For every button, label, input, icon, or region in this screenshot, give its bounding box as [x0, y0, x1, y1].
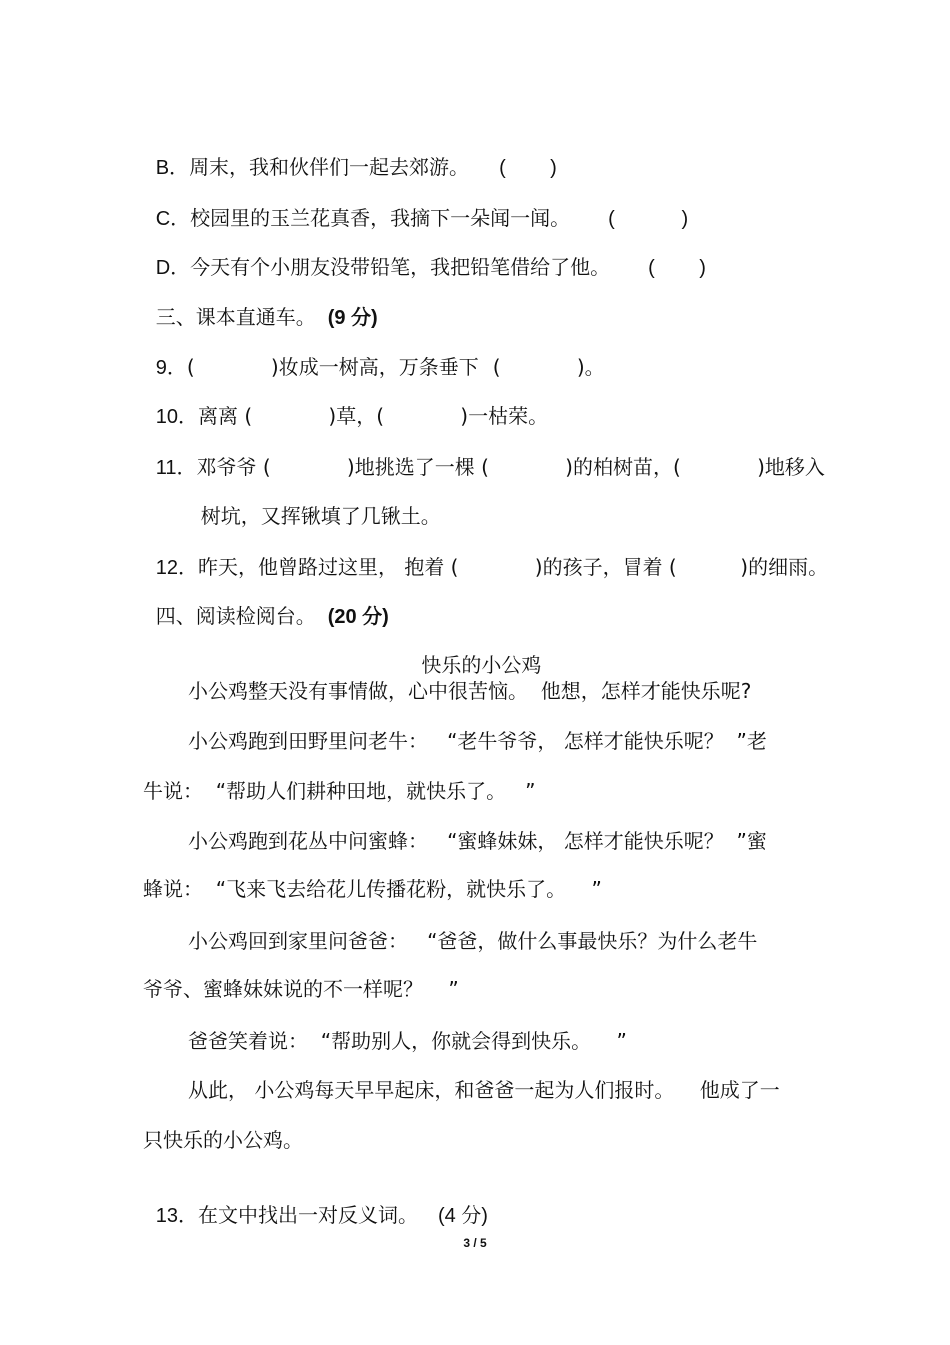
question-13-number: 13．	[155, 1205, 198, 1227]
question-9-number: 9．	[155, 357, 187, 379]
passage-p4-line2: 爷爷、蜜蜂妹妹说的不一样呢？ ”	[143, 977, 459, 1001]
passage-p6-line2: 只快乐的小公鸡。	[143, 1128, 303, 1152]
section-4-score: (20 分)	[327, 606, 389, 628]
passage-p2-line2: 牛说： “帮助人们耕种田地，就快乐了。 ”	[143, 779, 536, 803]
option-b-blank: ( )	[499, 157, 557, 179]
question-10	[143, 380, 548, 429]
option-c-blank: ( )	[608, 208, 689, 230]
question-9	[143, 331, 605, 380]
passage-p3-line1: 小公鸡跑到花丛中问蜜蜂： “蜜蜂妹妹， 怎样才能快乐呢？ ”蜜	[188, 829, 767, 853]
option-b-label: B．	[155, 157, 190, 179]
passage-p1: 小公鸡整天没有事情做，心中很苦恼。 他想，怎样才能快乐呢?	[188, 679, 752, 703]
question-12-text: 昨天，他曾路过这里， 抱着 ( )的孩子，冒着 ( )的细雨。	[197, 555, 829, 579]
option-c-label: C．	[155, 208, 191, 230]
passage-paragraph-4-cont	[143, 977, 459, 1001]
section-4-heading	[143, 580, 389, 629]
passage-title	[0, 629, 950, 677]
passage-p2-line1: 小公鸡跑到田野里问老牛： “老牛爷爷， 怎样才能快乐呢？ ”老	[188, 729, 767, 753]
question-10-number: 10．	[155, 406, 198, 428]
question-11-number: 11．	[155, 457, 197, 479]
passage-p5: 爸爸笑着说： “帮助别人，你就会得到快乐。 ”	[188, 1029, 627, 1053]
section-3-heading	[143, 281, 378, 330]
question-13-text: 在文中找出一对反义词。	[197, 1203, 418, 1227]
option-b-text: 周末，我和伙伴们一起去郊游。	[189, 155, 470, 179]
passage-paragraph-1	[188, 679, 751, 703]
question-12	[143, 531, 828, 580]
passage-p4-line1: 小公鸡回到家里问爸爸： “爸爸，做什么事最快乐？为什么老牛	[188, 929, 758, 953]
question-11-continued	[188, 480, 441, 528]
question-10-text: 离离 ( )草，( )一枯荣。	[197, 404, 549, 428]
question-11-line1: 邓爷爷 ( )地挑选了一棵 ( )的柏树苗，( )地移入	[196, 455, 825, 479]
option-d	[143, 231, 706, 280]
passage-p3-line2: 蜂说： “飞来飞去给花儿传播花粉，就快乐了。 ”	[143, 877, 602, 901]
passage-paragraph-2-cont	[143, 779, 536, 803]
question-9-part2: ( )。	[492, 355, 605, 379]
passage-paragraph-3	[188, 829, 767, 853]
passage-paragraph-4	[188, 929, 757, 953]
question-13-score: (4 分)	[437, 1205, 488, 1227]
option-b	[143, 131, 557, 180]
question-9-part1: ( )妆成一树高，万条垂下	[186, 355, 479, 379]
passage-paragraph-3-cont	[143, 877, 602, 901]
passage-paragraph-2	[188, 729, 767, 753]
section-3-title: 三、课本直通车。	[155, 305, 316, 329]
question-11-line2: 树坑，又挥锹填了几锹土。	[200, 504, 441, 528]
option-d-label: D．	[155, 257, 191, 279]
page-number: 3 / 5	[463, 1236, 487, 1250]
question-11	[143, 431, 825, 480]
option-d-blank: ( )	[648, 257, 706, 279]
passage-paragraph-6	[188, 1078, 780, 1102]
option-d-text: 今天有个小朋友没带铅笔，我把铅笔借给了他。	[190, 255, 611, 279]
passage-paragraph-5	[188, 1029, 627, 1053]
passage-title-text: 快乐的小公鸡	[421, 653, 542, 677]
section-3-score: (9 分)	[327, 307, 378, 329]
question-13	[143, 1179, 488, 1228]
question-12-number: 12．	[155, 557, 198, 579]
option-c	[143, 182, 688, 231]
passage-paragraph-6-cont	[143, 1128, 303, 1152]
section-4-title: 四、阅读检阅台。	[155, 604, 316, 628]
option-c-text: 校园里的玉兰花真香，我摘下一朵闻一闻。	[190, 206, 571, 230]
passage-p6-line1: 从此， 小公鸡每天早早起床，和爸爸一起为人们报时。 他成了一	[188, 1078, 780, 1102]
